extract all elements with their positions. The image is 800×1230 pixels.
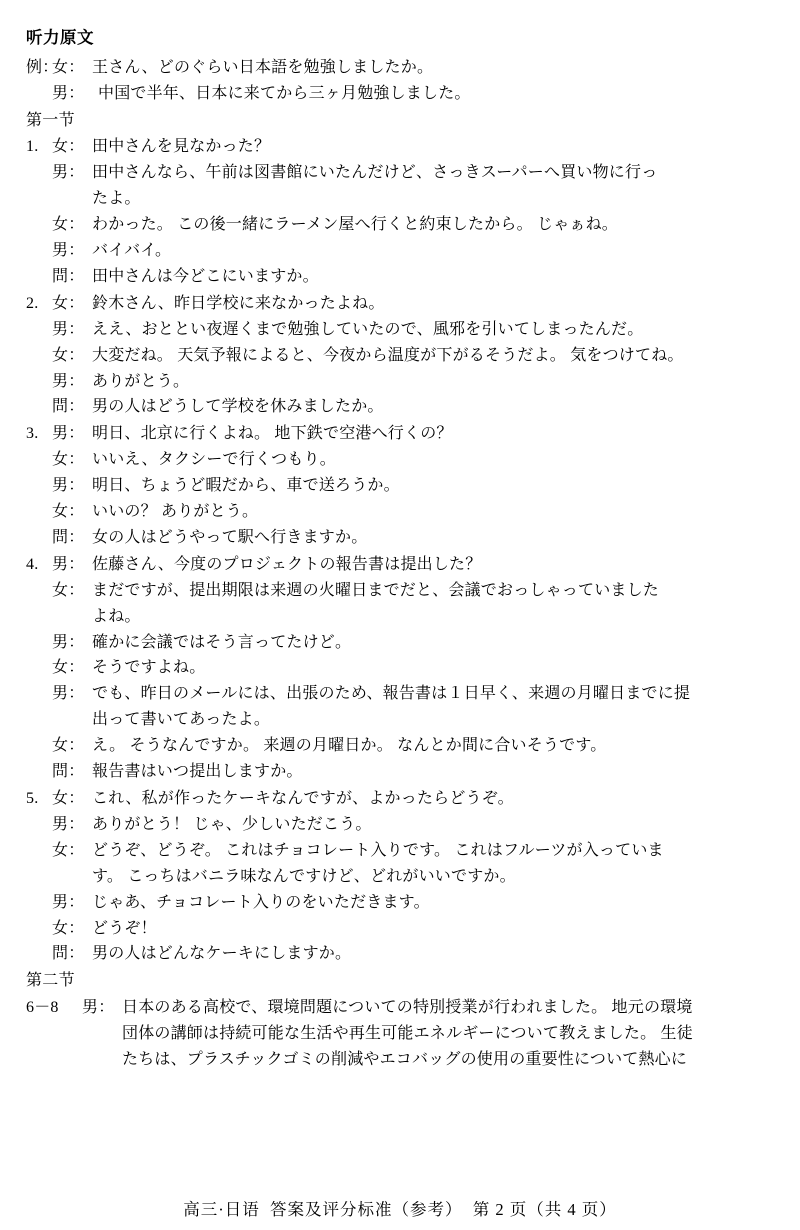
- dialogue-line: [26, 369, 774, 395]
- dialogue-text: 大変だね。 天気予報によると、今夜から温度が下がるそうだよ。 気をつけてね。: [92, 346, 684, 364]
- dialogue-text: 田中さんなら、午前は図書館にいたんだけど、さっきスーパーへ買い物に行っ: [92, 164, 658, 182]
- speaker-label: 女：: [52, 216, 85, 234]
- dialogue-line: [26, 317, 774, 343]
- page-footer: [0, 1196, 800, 1220]
- monologue-line-continued: [26, 1021, 774, 1047]
- speaker-label: 女：: [52, 451, 85, 469]
- dialogue-text: 田中さんを見なかった？: [92, 138, 271, 156]
- example-line-1: [26, 55, 774, 81]
- dialogue-text: 報告書はいつ提出しますか。: [92, 763, 303, 781]
- dialogue-text: これ、私が作ったケーキなんですが、よかったらどうぞ。: [92, 790, 514, 808]
- item-number-blank: [26, 317, 52, 343]
- item-number-blank: [26, 812, 52, 838]
- dialogue-text: 明日、北京に行くよね。 地下鉄で空港へ行くの？: [92, 425, 453, 443]
- speaker-label: 男：: [52, 84, 85, 102]
- dialogue-line-continued: [26, 604, 774, 630]
- dialogue-text: バイバイ。: [92, 241, 172, 259]
- item-number-blank: [26, 838, 52, 864]
- dialogue-item-3: [26, 421, 774, 551]
- item-number-blank: [26, 473, 52, 499]
- dialogue-line: [26, 916, 774, 942]
- speaker-label: 女：: [52, 294, 85, 312]
- speaker-label: 女：: [52, 737, 85, 755]
- dialogue-text: え。 そうなんですか。 来週の月曜日か。 なんとか間に合いそうです。: [92, 737, 607, 755]
- dialogue-text: じゃあ、チョコレート入りのをいただきます。: [92, 893, 430, 911]
- dialogue-line: [26, 838, 774, 864]
- dialogue-line: [26, 212, 774, 238]
- monologue-text: たちは、プラスチックゴミの削減やエコバッグの使用の重要性について熱心に: [122, 1050, 688, 1068]
- dialogue-text: 女の人はどうやって駅へ行きますか。: [92, 528, 368, 546]
- speaker-label: 問：: [52, 267, 85, 285]
- item-number: 2.: [26, 294, 39, 312]
- item-number-blank: [26, 525, 52, 551]
- dialogue-line: [26, 786, 774, 812]
- item-number-blank: [26, 890, 52, 916]
- dialogue-line-continued: [26, 186, 774, 212]
- speaker-label: 女：: [52, 659, 85, 677]
- item-number-blank: [26, 499, 52, 525]
- speaker-label: 男：: [52, 425, 85, 443]
- dialogue-question-line: [26, 525, 774, 551]
- dialogue-line: [26, 499, 774, 525]
- continuation-indent: [26, 864, 92, 890]
- dialogue-text: でも、昨日のメールには、出張のため、報告書は１日早く、来週の月曜日までに提: [92, 685, 691, 703]
- example-marker: 例：: [26, 58, 59, 76]
- dialogue-line: [26, 291, 774, 317]
- dialogue-line: [26, 238, 774, 264]
- dialogue-text: す。 こっちはバニラ味なんですけど、どれがいいですか。: [92, 867, 516, 885]
- dialogue-line: [26, 447, 774, 473]
- dialogue-item-1: [26, 134, 774, 289]
- continuation-indent: [26, 604, 92, 630]
- speaker-label: 男：: [52, 555, 85, 573]
- dialogue-line: [26, 630, 774, 656]
- dialogue-line-continued: [26, 864, 774, 890]
- item-number: 5.: [26, 790, 39, 808]
- item-number-blank: [26, 369, 52, 395]
- dialogue-text: 出って書いてあったよ。: [92, 711, 271, 729]
- speaker-label: 問：: [52, 528, 85, 546]
- item-number-blank: [26, 630, 52, 656]
- example-block: [26, 55, 774, 107]
- dialogue-text: そうですよね。: [92, 659, 206, 677]
- dialogue-text: 男の人はどうして学校を休みましたか。: [92, 398, 384, 416]
- speaker-label: 女：: [52, 841, 85, 859]
- dialogue-text: まだですが、提出期限は来週の火曜日までだと、会議でおっしゃっていました: [92, 581, 660, 599]
- dialogue-question-line: [26, 941, 774, 967]
- speaker-label: 問：: [52, 398, 85, 416]
- dialogue-question-line: [26, 264, 774, 290]
- speaker-label: 男：: [52, 685, 85, 703]
- monologue-text: 日本のある高校で、環境問題についての特別授業が行われました。 地元の環境: [122, 999, 693, 1017]
- dialogue-line: [26, 421, 774, 447]
- section-label-1: 第一节: [26, 111, 75, 129]
- item-number-blank: [26, 655, 52, 681]
- dialogue-line-continued: [26, 707, 774, 733]
- item-number-blank: [26, 681, 52, 707]
- item-number-blank: [26, 941, 52, 967]
- continuation-indent: [26, 1047, 122, 1073]
- item-number-blank: [26, 916, 52, 942]
- dialogue-line: [26, 578, 774, 604]
- dialogue-item-4: [26, 552, 774, 785]
- item-number-blank: [26, 394, 52, 420]
- dialogue-text: いいえ、タクシーで行くつもり。: [92, 451, 336, 469]
- dialogue-line: [26, 160, 774, 186]
- speaker-label: 男：: [52, 477, 85, 495]
- example-marker-blank: [26, 81, 52, 107]
- monologue-line-continued: [26, 1047, 774, 1073]
- dialogue-text: わかった。 この後一緒にラーメン屋へ行くと約束したから。 じゃぁね。: [92, 216, 619, 234]
- item-number-blank: [26, 343, 52, 369]
- monologue-item-6-8: [26, 995, 774, 1073]
- speaker-label: 女：: [52, 919, 85, 937]
- speaker-label: 女：: [52, 58, 85, 76]
- item-number-blank: [26, 264, 52, 290]
- item-number: 6－8: [26, 999, 59, 1017]
- item-number: 1.: [26, 138, 39, 156]
- speaker-label: 女：: [52, 138, 85, 156]
- section-label-2: 第二节: [26, 972, 75, 990]
- dialogue-line: [26, 733, 774, 759]
- dialogue-line: [26, 552, 774, 578]
- dialogue-text: 確かに会議ではそう言ってたけど。: [92, 633, 352, 651]
- dialogue-line: [26, 890, 774, 916]
- monologue-line: [26, 995, 774, 1021]
- continuation-indent: [26, 1021, 122, 1047]
- speaker-label: 男：: [52, 893, 85, 911]
- dialogue-text: ありがとう。: [92, 372, 190, 390]
- dialogue-text: どうぞ！: [92, 919, 157, 937]
- item-number-blank: [26, 733, 52, 759]
- continuation-indent: [26, 707, 92, 733]
- speaker-label: 男：: [52, 320, 85, 338]
- item-number-blank: [26, 759, 52, 785]
- item-number-blank: [26, 160, 52, 186]
- dialogue-line: [26, 655, 774, 681]
- dialogue-question-line: [26, 394, 774, 420]
- dialogue-text: 田中さんは今どこにいますか。: [92, 267, 319, 285]
- speaker-label: 男：: [82, 999, 115, 1017]
- dialogue-text: 明日、ちょうど暇だから、車で送ろうか。: [92, 477, 400, 495]
- speaker-label: 男：: [52, 633, 85, 651]
- item-number-blank: [26, 212, 52, 238]
- speaker-label: 男：: [52, 372, 85, 390]
- dialogue-line: [26, 343, 774, 369]
- dialogue-text: いいの？ ありがとう。: [92, 503, 259, 521]
- dialogue-text: どうぞ、どうぞ。 これはチョコレート入りです。 これはフルーツが入っていま: [92, 841, 664, 859]
- page-content: [26, 26, 774, 1073]
- item-number-blank: [26, 447, 52, 473]
- page-title: 听力原文: [26, 28, 94, 47]
- dialogue-line: [26, 812, 774, 838]
- speaker-label: 問：: [52, 945, 85, 963]
- speaker-label: 女：: [52, 503, 85, 521]
- item-number: 4.: [26, 555, 39, 573]
- dialogue-text: 王さん、どのぐらい日本語を勉強しましたか。: [92, 58, 434, 76]
- speaker-label: 男：: [52, 241, 85, 259]
- dialogue-text: よね。: [92, 607, 141, 625]
- item-number: 3.: [26, 425, 39, 443]
- speaker-label: 女：: [52, 790, 85, 808]
- item-number-blank: [26, 238, 52, 264]
- footer-text: 高三·日语 答案及评分标准（参考） 第 2 页（共 4 页）: [183, 1200, 617, 1219]
- speaker-label: 男：: [52, 164, 85, 182]
- speaker-label: 男：: [52, 815, 85, 833]
- monologue-text: 団体の講師は持続可能な生活や再生可能エネルギーについて教えました。 生徒: [122, 1025, 693, 1043]
- dialogue-line: [26, 681, 774, 707]
- dialogue-text: 鈴木さん、昨日学校に来なかったよね。: [92, 294, 385, 312]
- continuation-indent: [26, 186, 92, 212]
- dialogue-text: ありがとう！ じゃ、少しいただこう。: [92, 815, 372, 833]
- example-line-2: [26, 81, 774, 107]
- dialogue-item-5: [26, 786, 774, 967]
- dialogue-item-2: [26, 291, 774, 421]
- speaker-label: 女：: [52, 581, 85, 599]
- dialogue-line: [26, 473, 774, 499]
- dialogue-text: ええ、おととい夜遅くまで勉強していたので、風邪を引いてしまったんだ。: [92, 320, 644, 338]
- dialogue-question-line: [26, 759, 774, 785]
- dialogue-text: 佐藤さん、今度のプロジェクトの報告書は提出した？: [92, 555, 482, 573]
- item-number-blank: [26, 578, 52, 604]
- speaker-label: 女：: [52, 346, 85, 364]
- dialogue-text: 中国で半年、日本に来てから三ヶ月勉強しました。: [98, 84, 471, 102]
- speaker-label: 問：: [52, 763, 85, 781]
- dialogue-text: 男の人はどんなケーキにしますか。: [92, 945, 352, 963]
- dialogue-line: [26, 134, 774, 160]
- dialogue-text: たよ。: [92, 190, 141, 208]
